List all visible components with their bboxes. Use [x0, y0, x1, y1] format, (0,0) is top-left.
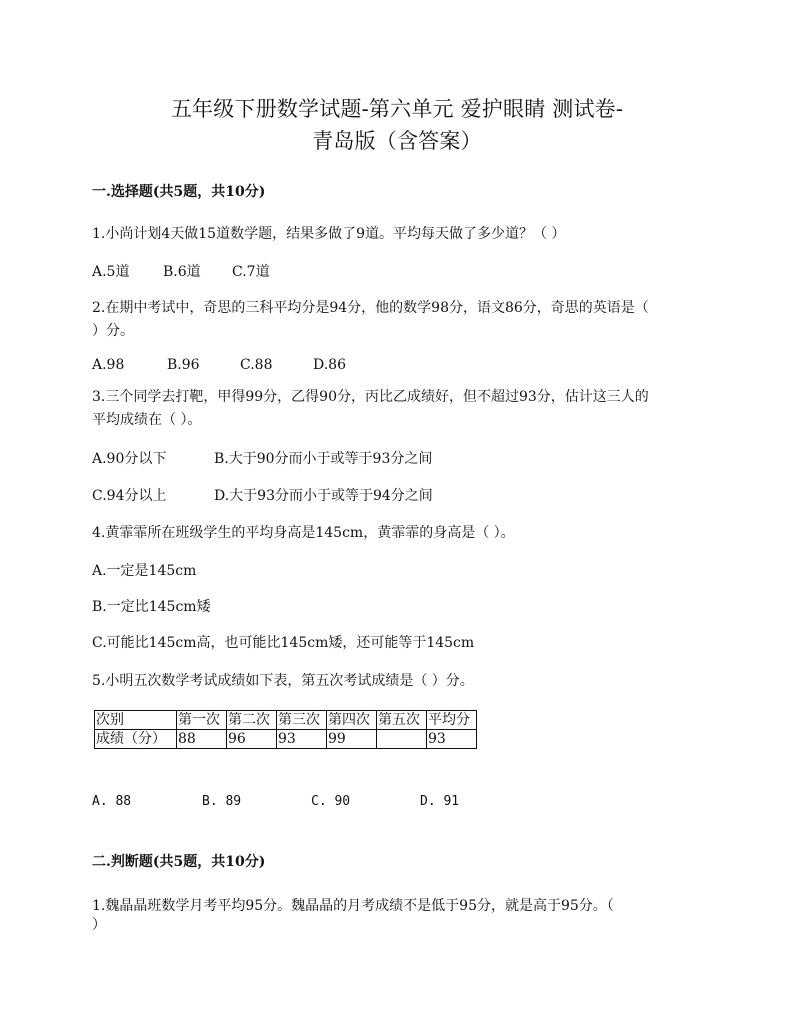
q1-option-b: B.6道 — [163, 264, 201, 280]
question-5-text: 5.小明五次数学考试成绩如下表，第五次考试成绩是（ ）分。 — [92, 673, 474, 689]
question-3-text-line1: 3.三个同学去打靶，甲得99分，乙得90分，丙比乙成绩好，但不超过93分，估计这三人的 — [92, 389, 649, 405]
q5-option-a: A. 88 — [92, 794, 132, 809]
table-header-cell: 第三次 — [277, 711, 327, 730]
table-cell: 成绩（分） — [95, 730, 177, 749]
table-cell: 99 — [327, 730, 377, 749]
table-header-row — [95, 711, 477, 730]
q2-option-c: C.88 — [240, 357, 273, 373]
q3-option-b: B.大于90分而小于或等于93分之间 — [214, 451, 433, 467]
table-cell: 88 — [177, 730, 227, 749]
table-cell-empty — [377, 730, 427, 749]
score-table — [94, 710, 477, 749]
q1-option-a: A.5道 — [92, 264, 130, 280]
q5-option-d: D. 91 — [420, 794, 460, 809]
table-header-cell: 次别 — [95, 711, 177, 730]
table-header-cell: 第四次 — [327, 711, 377, 730]
q2-option-b: B.96 — [167, 357, 200, 373]
q2-option-a: A.98 — [92, 357, 125, 373]
table-cell: 93 — [427, 730, 477, 749]
judgement-1-text-line1: 1.魏晶晶班数学月考平均95分。魏晶晶的月考成绩不是低于95分，就是高于95分。（ — [92, 898, 614, 914]
page-title: 五年级下册数学试题-第六单元 爱护眼睛 测试卷- — [170, 97, 624, 121]
page-title-subline: 青岛版（含答案） — [312, 129, 482, 153]
table-header-cell: 第二次 — [227, 711, 277, 730]
question-1-text: 1.小尚计划4天做15道数学题，结果多做了9道。平均每天做了多少道？（ ） — [92, 226, 566, 242]
q5-option-b: B. 89 — [202, 794, 242, 809]
judgement-1-text-line2: ） — [92, 917, 106, 933]
question-4-text: 4.黄霏霏所在班级学生的平均身高是145cm，黄霏霏的身高是（ ）。 — [92, 525, 515, 541]
q4-option-b: B.一定比145cm矮 — [92, 599, 211, 615]
q5-option-c: C. 90 — [311, 794, 351, 809]
table-header-cell: 第一次 — [177, 711, 227, 730]
table-cell: 96 — [227, 730, 277, 749]
q1-option-c: C.7道 — [232, 264, 270, 280]
table-header-cell: 平均分 — [427, 711, 477, 730]
q3-option-c: C.94分以上 — [92, 488, 167, 504]
q2-option-d: D.86 — [313, 357, 346, 373]
table-row — [95, 730, 477, 749]
table-header-cell: 第五次 — [377, 711, 427, 730]
q3-option-d: D.大于93分而小于或等于94分之间 — [214, 488, 433, 504]
q4-option-a: A.一定是145cm — [92, 563, 197, 579]
section-heading-choice: 一.选择题(共5题，共10分) — [92, 184, 266, 200]
question-2-text-line2: ）分。 — [92, 323, 134, 339]
section-heading-judgement: 二.判断题(共5题，共10分) — [92, 854, 266, 870]
q4-option-c: C.可能比145cm高，也可能比145cm矮，还可能等于145cm — [92, 635, 475, 651]
question-3-text-line2: 平均成绩在（ ）。 — [92, 412, 202, 428]
table-cell: 93 — [277, 730, 327, 749]
q3-option-a: A.90分以下 — [92, 451, 167, 467]
question-2-text-line1: 2.在期中考试中，奇思的三科平均分是94分，他的数学98分，语文86分，奇思的英语是（ — [92, 300, 649, 316]
